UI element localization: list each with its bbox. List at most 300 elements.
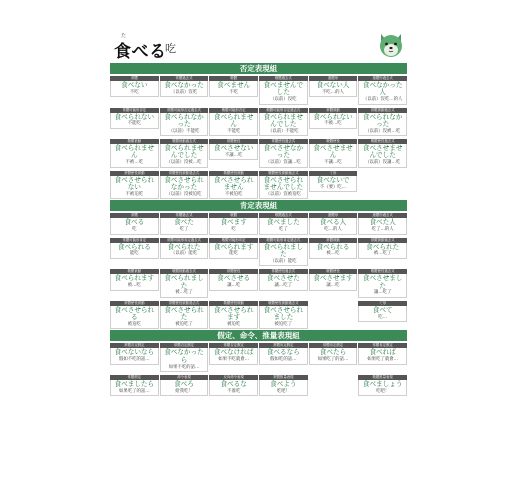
cell-label: 敬體可能形否定 [209,108,258,113]
cell-label: 常體使役 [209,269,258,274]
conjugation-cell [358,269,407,298]
cell-label: 敬體過去式 [259,213,308,218]
conjugation-cell [209,171,258,200]
cell-label: 常體可能形否定 [110,108,159,113]
conjugated-form: 食べさせられない [114,175,155,192]
conjugation-cell [259,76,308,105]
cell-label: 常體使役被動過去式 [160,171,209,176]
cell-label: 常體過去式 [160,213,209,218]
cell-label: て形 [358,301,407,306]
conjugated-form: 食べれば [369,348,396,357]
cell-body [209,81,258,97]
conjugated-form: 食べられた [167,242,201,251]
conjugation-cell [259,213,308,234]
cell-label: 常體肯定假定 [358,343,407,348]
form-meaning: 吃吧！ [276,388,290,394]
cell-label: 常體肯定假定 [259,343,308,348]
cell-body [358,243,407,259]
conjugation-cell [259,171,308,200]
cell-body [358,274,407,298]
cell-body [309,176,358,192]
conjugated-form: 食べませんでした [263,81,304,97]
cell-body [209,380,258,396]
conjugation-cell [209,269,258,298]
conjugation-row [110,76,407,105]
conjugated-form: 食べましょう [362,380,403,389]
conjugated-form: 食べるなら [266,348,300,357]
conjugated-form: 食べさせられる [114,305,155,322]
cell-body [110,306,159,330]
conjugated-form: 食べさせられた [164,305,204,322]
form-meaning: 讓…吃 [326,283,340,289]
conjugated-form: 食べられました [263,242,304,258]
conjugated-form: 食べられない [114,112,155,121]
cell-label: 常體肯定假定 [309,343,358,348]
cell-body [110,81,159,97]
conjugation-cell [209,238,258,267]
conjugation-cell [209,76,258,105]
conjugated-form: 食べさせない [213,144,254,153]
form-meaning: 不被…吃 [324,121,342,127]
conjugation-cell [160,213,209,234]
cell-body [259,380,308,396]
form-meaning: 不吃 [229,89,239,95]
section-rows [110,343,407,396]
cell-body [259,218,308,234]
cell-body [160,81,209,97]
conjugation-cell [309,269,358,298]
cell-body [259,243,308,267]
conjugation-cell [160,171,209,200]
cell-label: 常體過去式 [160,76,209,81]
section-title: 假定、命令、推量表現組 [110,330,407,341]
green-bear-mascot-icon [375,28,407,60]
empty-cell [358,171,407,200]
cell-body [309,144,358,168]
conjugation-cell [309,108,358,137]
conjugated-form: 食べられた [366,242,400,251]
cell-body [309,113,358,129]
conjugation-row [110,213,407,234]
form-meaning: 不被…吃 [125,160,144,166]
conjugation-cell [160,108,209,137]
form-meaning: （以前）不能吃 [267,128,299,134]
conjugation-row [110,301,407,330]
cell-label: 常體使役過去式 [259,269,308,274]
cell-label: 常體假定 [110,375,159,380]
conjugated-form: 食べなかった人 [362,81,403,97]
cell-body [358,144,407,168]
form-meaning: 吃了 [179,227,189,233]
conjugation-row [110,375,407,396]
cell-label: 敬體使役 [309,269,358,274]
cell-label: 常體被動 [309,238,358,243]
conjugation-cell [209,213,258,234]
cell-body [358,380,407,396]
conjugation-cell [110,343,159,372]
cell-label: 常體 [110,76,159,81]
page-title: 食べる [114,42,167,62]
conjugated-form: 食べられる [316,242,350,251]
conjugation-cell [358,139,407,168]
cell-body [110,218,159,234]
cell-body [209,113,258,137]
cell-label: 敬體被動 [110,139,159,144]
title-meaning: 吃 [165,42,176,55]
cell-body [110,243,159,259]
conjugated-form: 食べない人 [316,81,350,89]
conjugated-form: 食べられませんでした [263,112,304,128]
form-meaning: 不被迫吃 [125,191,144,197]
form-meaning: 被迫吃了 [175,321,193,327]
conjugation-cell [110,108,159,137]
cell-label: 敬體使役被動 [209,301,258,306]
conjugation-cell [259,269,308,298]
conjugated-form: 食べられない [313,112,353,121]
conjugated-form: 食べない [121,81,148,89]
conjugation-cell [358,301,407,330]
form-meaning: 被迫吃 [127,321,141,327]
section-rows [110,76,407,199]
cell-label: 常體否定假定 [160,343,209,348]
cell-body [259,176,308,200]
conjugation-cell [160,76,209,105]
cell-label: 敬體使役 [309,139,358,144]
cell-label: 常體被動過去式 [358,108,407,113]
cell-label: 敬體被動過去式 [160,269,209,274]
conjugated-form: 食べるな [220,380,247,389]
conjugation-cell [160,139,209,168]
conjugated-form: 食べさせます [313,274,353,283]
cell-label: 常體使役過去式 [259,139,308,144]
cell-label: 敬體推量表現 [358,375,407,380]
conjugated-form: 食べたら [319,348,347,357]
conjugation-cell [259,139,308,168]
cell-label: 常體可能形肯定過去式 [160,238,209,243]
cell-body [160,218,209,234]
conjugation-cell [160,238,209,267]
form-meaning: 讓…吃 [227,283,241,289]
cell-body [259,81,308,105]
conjugated-form: 食べなかったら [164,348,204,364]
conjugated-form: 食べさせなかった [263,144,304,160]
conjugation-cell [110,213,159,234]
cell-body [209,348,258,364]
form-meaning: 假如不吃的話… [118,357,150,363]
cell-body [358,113,407,137]
cell-label: 連體形過去式 [358,76,407,81]
cell-label: 敬體使役被動 [209,171,258,176]
cell-label: 敬體可能形否定過去式 [259,108,308,113]
conjugation-cell [110,76,159,105]
cell-body [110,113,159,129]
form-meaning: 吃 [231,227,236,233]
cell-body [358,218,407,234]
form-meaning: （以前）不能吃 [168,128,200,134]
cell-body [160,144,209,168]
cell-label: 敬體可能形肯定 [209,238,258,243]
conjugated-form: 食べられません [213,112,254,128]
cell-body [209,274,258,290]
conjugated-form: 食べさせる [217,274,251,283]
cell-label: 敬體 [209,213,258,218]
conjugation-cell [110,238,159,267]
cell-body [160,380,209,396]
conjugation-cell [309,343,358,372]
form-meaning: 吃… [378,314,388,320]
cell-label: 命令表現 [160,375,209,380]
conjugation-cell [358,76,407,105]
form-meaning: 如果吃了就會… [367,357,399,363]
conjugation-row [110,139,407,168]
conjugated-form: 食べよう [270,380,297,389]
cell-body [209,144,258,160]
form-meaning: （以前）沒讓…吃 [365,160,401,166]
cell-body [160,306,209,330]
conjugation-cell [358,375,407,396]
form-meaning: （以前）能吃 [270,258,297,264]
conjugated-form: 食べました [266,218,300,227]
conjugated-form: 食べないなら [114,348,155,357]
form-meaning: 能吃 [229,251,239,257]
cell-body [309,274,358,290]
conjugation-content [110,62,407,396]
conjugation-cell [309,213,358,234]
form-meaning: （以前）能吃 [170,251,198,257]
cell-body [160,113,209,137]
conjugated-form: 食べる人 [319,218,347,227]
form-meaning: 如果不吃的話… [168,364,200,370]
conjugated-form: 食べられなかった [362,112,403,128]
cell-label: て形 [309,171,358,176]
cell-label: 敬體使役被動過去式 [259,171,308,176]
conjugation-cell [110,375,159,396]
form-meaning: 不能吃 [227,128,241,134]
form-meaning: 不（要）吃… [319,184,347,190]
cell-label: 連體形過去式 [358,213,407,218]
conjugated-form: 食べさせませんでした [362,144,403,160]
conjugated-form: 食べさせられます [213,305,254,322]
section-title: 肯定表現組 [110,200,407,211]
cell-body [110,144,159,168]
form-meaning: 吃了…的人 [371,227,394,233]
form-meaning: 不讓…吃 [224,152,243,158]
form-meaning: （以前）沒吃 [170,89,198,95]
form-meaning: 如果吃了的話… [317,357,349,363]
form-meaning: 被迫吃了 [274,321,293,327]
cell-body [209,243,258,259]
empty-cell [309,375,358,396]
conjugated-form: 食べた [174,218,194,227]
conjugated-form: 食べさせられなかった [164,175,204,192]
conjugation-row [110,269,407,298]
form-meaning: 吃…的人 [324,227,342,233]
cell-body [259,306,308,330]
cell-label: 常體使役被動 [110,301,159,306]
form-meaning: 不能吃 [127,121,141,127]
cell-body [259,274,308,290]
cell-label: 常體使役被動過去式 [160,301,209,306]
cell-body [110,274,159,290]
conjugated-form: 食べられる [117,242,151,251]
conjugation-cell [358,213,407,234]
cell-label: 常體使役被動 [110,171,159,176]
cell-body [110,380,159,396]
conjugation-row [110,238,407,267]
conjugation-cell [259,238,308,267]
form-meaning: （以前）沒被迫吃 [166,191,202,197]
cell-body [110,348,159,364]
cell-label: 常體否定假定 [110,343,159,348]
form-meaning: 吃 [132,227,137,233]
form-meaning: 不吃…的人 [322,89,344,95]
cell-body [160,348,209,372]
cell-body [160,243,209,259]
conjugation-cell [309,238,358,267]
cell-label: 常體使役 [209,139,258,144]
conjugated-form: 食べさせられませんでした [263,175,304,192]
cell-body [160,274,209,298]
cell-body [110,176,159,200]
conjugation-cell [358,238,407,267]
conjugated-form: 食べて [372,305,393,314]
cell-label: 敬體使役過去式 [358,139,407,144]
conjugated-form: 食べさせません [313,144,353,160]
conjugation-cell [209,343,258,372]
conjugated-form: 食べろ [174,380,194,389]
title-area [110,0,407,62]
conjugation-row [110,171,407,200]
conjugation-row [110,343,407,372]
form-meaning: 不讓…吃 [324,160,342,166]
conjugation-cell [309,171,358,200]
cell-body [259,348,308,364]
conjugated-form: 食べます [220,218,247,227]
conjugation-cell [110,269,159,298]
cell-label: 敬體過去式 [259,76,308,81]
conjugation-cell [309,76,358,105]
conjugation-cell [358,343,407,372]
conjugated-form: 食べた人 [369,218,396,227]
conjugation-cell [259,301,308,330]
cell-body [259,144,308,168]
conjugation-row [110,108,407,137]
conjugated-form: 食べられました [164,274,204,290]
conjugation-cell [110,171,159,200]
cell-label: 敬體被動過去式 [160,139,209,144]
form-meaning: 被…吃 [127,283,141,289]
form-meaning: 如果吃了的話… [118,388,150,394]
conjugated-form: 食べられなかった [164,112,204,128]
form-meaning: 不被迫吃 [224,191,243,197]
cell-label: 連體形 [309,213,358,218]
conjugation-cell [110,139,159,168]
cell-body [309,218,358,234]
cell-label: 常體否定假定 [209,343,258,348]
form-meaning: 讓…吃了 [274,283,293,289]
form-meaning: 如果不吃就會… [218,357,250,363]
cell-label: 連體形 [309,76,358,81]
cell-label: 常體可能形肯定 [110,238,159,243]
conjugated-form: 食べさせられません [213,175,254,192]
conjugation-cell [259,375,308,396]
empty-cell [309,301,358,330]
form-meaning: 被…吃了 [175,290,193,296]
cell-body [358,81,407,105]
form-meaning: （以前）沒讓…吃 [265,160,301,166]
conjugation-cell [160,375,209,396]
form-meaning: 吃吧！ [376,388,390,394]
conjugated-form: 食べられます [114,274,155,283]
cell-body [309,348,358,364]
conjugation-cell [110,301,159,330]
cell-label: 敬體使役過去式 [358,269,407,274]
cell-body [309,243,358,259]
conjugated-form: 食べさせました [362,274,403,290]
title-furigana: た [121,33,127,39]
conjugated-form: 食べないで [316,175,350,184]
cell-body [259,113,308,137]
cell-body [209,176,258,200]
conjugated-form: 食べましたら [114,380,155,389]
section-rows [110,213,407,329]
form-meaning: （以前）沒被…吃 [166,160,202,166]
form-meaning: 不准吃 [227,388,241,394]
form-meaning: 被…吃 [326,251,340,257]
conjugation-cell [209,139,258,168]
form-meaning: 給我吃！ [175,388,193,394]
conjugation-cell [259,108,308,137]
cell-body [358,348,407,364]
conjugation-cell [209,375,258,396]
cell-label: 敬體可能形肯定過去式 [259,238,308,243]
conjugation-cell [160,269,209,298]
conjugation-cell [358,108,407,137]
conjugated-form: 食べなければ [213,348,254,357]
cell-label: 敬體 [209,76,258,81]
section-title: 否定表現組 [110,63,407,74]
form-meaning: 不吃 [129,89,139,95]
conjugation-cell [209,108,258,137]
conjugated-form: 食べさせられました [263,305,304,322]
conjugated-form: 食べさせた [266,274,300,283]
cell-label: 常體被動 [309,108,358,113]
form-meaning: 吃了 [278,227,288,233]
form-meaning: 能吃 [129,251,139,257]
verb-conjugation-sheet [110,0,407,500]
conjugated-form: 食べられません [114,144,155,160]
cell-body [358,306,407,322]
cell-body [209,218,258,234]
cell-label: 常體推量表現 [259,375,308,380]
cell-label: 常體 [110,213,159,218]
conjugated-form: 食べる [124,218,145,227]
cell-label: 敬體使役被動過去式 [259,301,308,306]
conjugation-cell [209,301,258,330]
conjugated-form: 食べません [217,81,251,89]
conjugation-cell [259,343,308,372]
cell-body [160,176,209,200]
cell-label: 常體可能形否定過去式 [160,108,209,113]
form-meaning: 被…吃了 [373,251,392,257]
form-meaning: （以前）沒被…吃 [365,128,401,134]
form-meaning: （以前）沒吃 [270,97,297,103]
cell-label: 常體被動過去式 [358,238,407,243]
cell-label: 反向命令表現 [209,375,258,380]
form-meaning: （以前）沒被迫吃 [265,191,301,197]
cell-body [309,81,358,97]
form-meaning: 讓…吃了 [373,290,392,296]
